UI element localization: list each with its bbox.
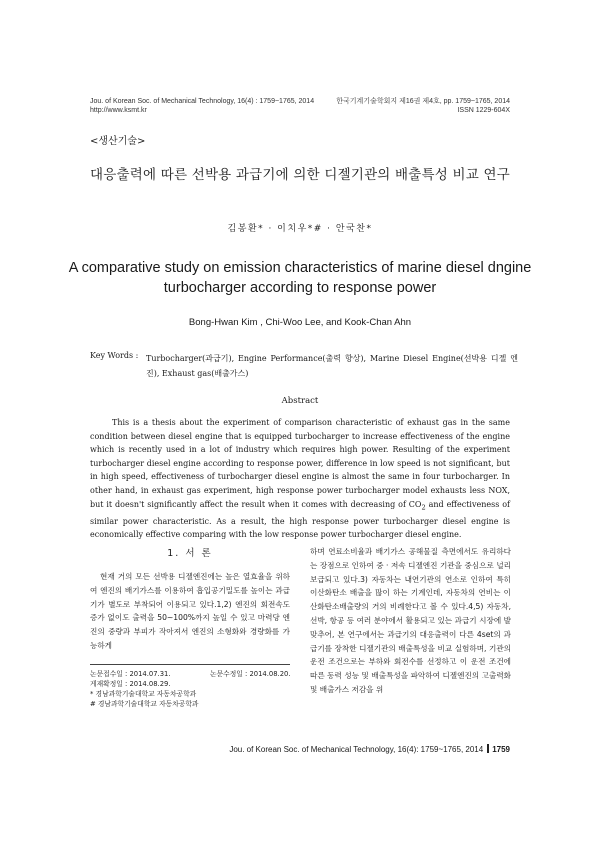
running-header-left: [90, 97, 314, 115]
revised-date: 논문수정일 : 2014.08.20.: [210, 670, 291, 678]
keywords-label: Key Words :: [90, 351, 139, 360]
title-korean: 대응출력에 따른 선박용 과급기에 의한 디젤기관의 배출특성 비교 연구: [90, 167, 510, 183]
authors-english: Bong-Hwan Kim , Chi-Woo Lee, and Kook-Chan Ahn: [188, 317, 412, 328]
page-footer: [229, 744, 510, 754]
affiliation-2: # 경남과학기술대학교 자동차공학과: [90, 700, 199, 708]
keywords-text: Turbocharger(과급기), Engine Performance(출력 향상), Marine Diesel Engine(선박용 디젤 엔진), Exhaust gas(배출가스): [146, 354, 518, 378]
issn: ISSN 1229-604X: [457, 107, 510, 114]
intro-left-column: 현재 거의 모든 선박용 디젤엔진에는 높은 열효율을 위하여 엔진의 배기가스를 이용하여 흡입공기밀도를 높이는 과급기가 별도로 부착되어 이용되고 있다.1,2) 엔진의 회전속도 증가 없이도 출력을 50~100%까지 높일 수 있고 마력당 엔진의 중량과 부피가 작아져서 엔진의 소형화와 경량화를 가능하게: [90, 572, 290, 650]
received-date: 논문접수일 : 2014.07.31.: [90, 670, 171, 678]
abstract-subscript: 2: [421, 503, 426, 512]
footnote-dates: [90, 668, 291, 678]
accepted-date: 게재확정일 : 2014.08.29.: [90, 680, 171, 688]
abstract-text-1: This is a thesis about the experiment of comparison characteristic of exhaust gas in the same condition between diesel engine that is equipped turbocharger to increase effectiveness of the engine which is recently used in a lot of industry which requires high power. Resulting of the experiment turbocharger diesel engine according to response power, difference in low speed is not significant, but in high speed, effectiveness of turbocharger diesel engine is almost the same in four turbocharger. In other hand, in exhaust gas experiment, high response power turbocharger model exhausts less NOX, but it doesn't significantly affect the result when it comes with decreasing of CO: [90, 418, 510, 509]
footer-journal: Jou. of Korean Soc. of Mechanical Technology, 16(4): 1759~1765, 2014: [229, 745, 484, 754]
intro-right-column: 하며 연료소비율과 배기가스 공해물질 측면에서도 유리하다는 장점으로 인하여 중 · 저속 디젤엔진 기관을 중심으로 널리 보급되고 있다.3) 자동차는 내연기관의 연소로 인하여 특히 이산화탄소 배출을 많이 하는 기계인데, 자동차의 연비는 이산화탄소배출량의 거의 비례한다고 볼 수 있다.4,5) 자동차, 선박, 항공 등 여러 분야에서 활용되고 있는 과급기 시장에 발맞추어, 본 연구에서는 과급기의 대응출력이 다른 4set의 과급기를 장착한 디젤기관의 배출특성을 비교 실험하며, 기관의 운전 조건으로는 부하와 회전수를 선정하고 이 운전 조건에 따른 동력 성능 및 배출특성을 파악하여 디젤엔진의 고출력화 및 배출가스 저감을 위: [310, 547, 511, 694]
footer-divider: [487, 744, 489, 753]
abstract-text-2: and effectiveness of similar power characteristic. As a result, the high response power turbocharger diesel engine is economically effective comparing with the low response power turbocharger diesel engine.: [90, 499, 510, 540]
abstract-heading: Abstract: [281, 396, 319, 406]
title-english-line2: turbocharger according to response power: [163, 280, 437, 296]
title-english-line1: A comparative study on emission characteristics of marine diesel dngine: [68, 260, 532, 276]
title-english: [0, 258, 600, 298]
category-label: <생산기술>: [90, 136, 146, 147]
journal-url[interactable]: http://www.ksmt.kr: [90, 107, 147, 114]
running-header-right: [336, 97, 510, 115]
page-number: 1759: [492, 745, 510, 754]
section-heading-introduction: 1. 서 론: [167, 548, 213, 559]
footnote-divider: [90, 664, 290, 665]
abstract-body: [90, 416, 510, 542]
affiliation-1: * 경남과학기술대학교 자동차공학과: [90, 690, 197, 698]
journal-citation: Jou. of Korean Soc. of Mechanical Technology, 16(4) : 1759~1765, 2014: [90, 98, 315, 105]
authors-korean: 김봉환* · 이치우*# · 안국찬*: [227, 224, 373, 234]
journal-citation-ko: 한국기계기술학회지 제16권 제4호, pp. 1759~1765, 2014: [336, 98, 510, 105]
